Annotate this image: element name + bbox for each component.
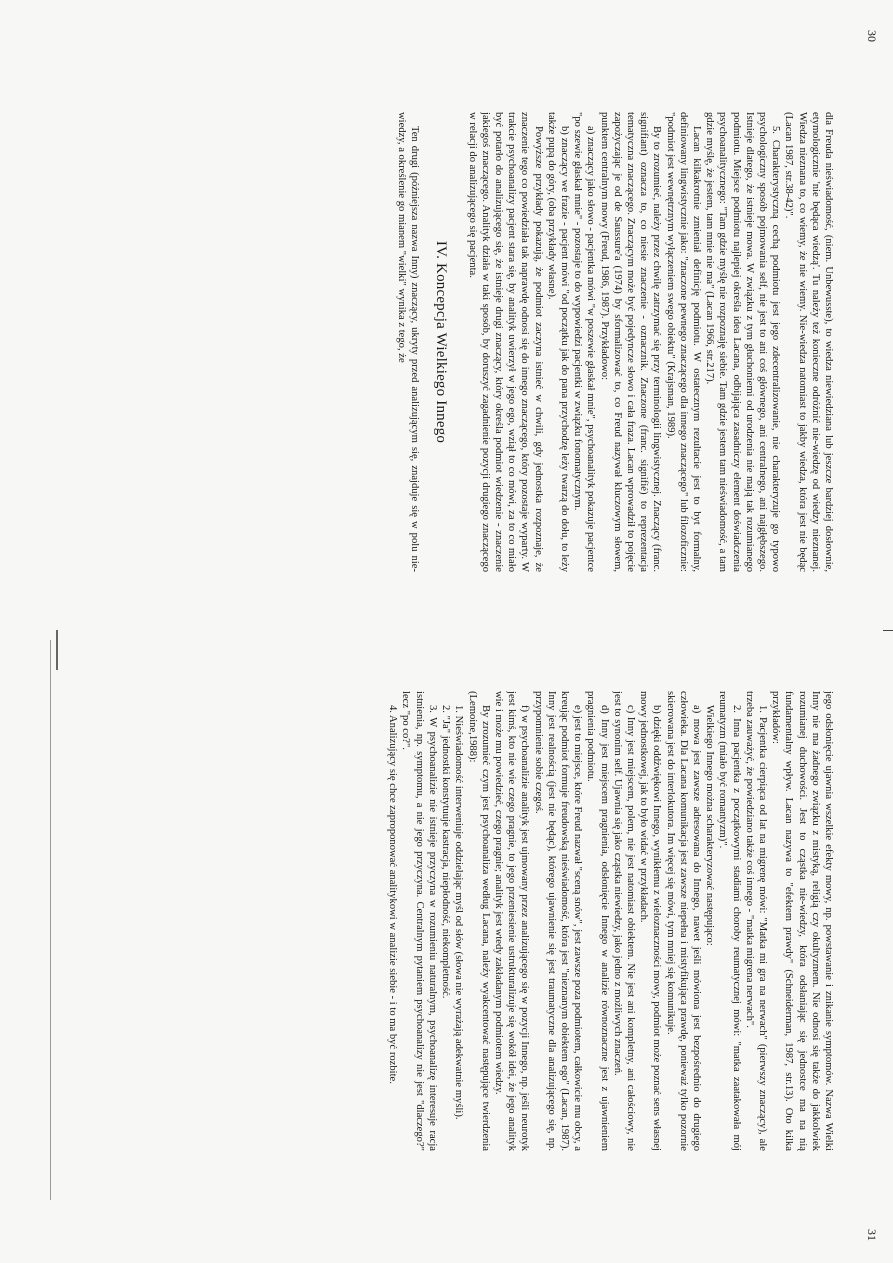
page-number-left: 30 — [865, 30, 879, 42]
paragraph: 1. Pacjentka cierpiąca od lat na migrenę mówi: "Matka mi gra na nerwach" (pierwszy znaczący), ale trzeba zauważyć, że powiedziano także coś innego - "matka migrena nerwach". — [743, 691, 768, 1151]
right-text-column — [105, 691, 835, 1151]
gutter-mark — [56, 630, 58, 670]
paragraph: a) znaczący jako słowo - pacjentka mówi "w poszewie głaskał mnie", psychoanalityk pokazuje pacjentce "po szewie głaskał mnie" - pozostaje to do wypowiedzi pacjentki w związku fonomatycznym. — [572, 112, 597, 572]
paragraph: 5. Charakterystyczną cechą podmiotu jest jego zdecentralizowanie, nie charakteryzuje go typowo psychologiczny sposób pojmowania self, nie jest to ani coś głównego, ani centralnego, ani najgłębszego. Istnieje dlatego, że istnieje mowa. W związku z tym głuchoniemi od urodzenia nie mają tak rozumianego podmiotu. Miejsce podmiotu najlepiej określa idea Lacana, odbijająca zasadniczy element doświadczenia psychoanalitycznego: "Tam gdzie myślę nie rozpoznaję siebie. Tam gdzie jestem tam nieświadomość, a tam gdzie myślę, że jestem, tam mnie nie ma" (Lacan 1966, str.217). — [704, 112, 782, 572]
paragraph: b) dzięki oddźwiękowi Innego, wynikłemu z wieloznaczności mowy, podmiot może poznać sens własnej mowy jednostkowej, jak to było widać w przykładach. — [638, 691, 663, 1151]
right-page — [0, 631, 893, 1263]
paragraph: b) znaczący we frazie - pacjent mówi "od początku jak do pana przychodzę leży twarzą do dołu, to leży także pupą do góry, (oba przykłady własne). — [545, 112, 570, 572]
left-text-column — [105, 112, 835, 572]
gutter-tick — [883, 630, 893, 631]
paragraph: 3. W psychoanalizie nie istnieje przyczyna w rozumieniu naturalnym, psychoanalizę interesuje racja istnienia, np. symptomu, a nie jego przyczyna. Centralnym pytaniem psychoanalizy nie jest "dlaczego?" lecz "po co?". — [400, 691, 438, 1151]
paragraph: Powyższe przykłady pokazują, że podmiot zaczyna istnieć w chwili, gdy jednostka rozpoznaje, że znaczenie tego co powiedziała tak naprawdę odnosi się do innego znaczącego, który pozostaje wyparty. W trakcie psychoanalizy pacjent stara się, by analityk uwierzył w jego ego, wziął to co mówi, za to co miało być potarło do analizującego się, że istnieje drugi znaczący, który określa podmiot wiedzenie - znaczenie jakiegoś znaczącego. Analityk działa w taki sposób, by doruszyć zagadnienie pozycji drugiego znaczącego w relacji do analizującego się pacjenta. — [466, 112, 544, 572]
section-heading: IV. Koncepcja Wielkiego Innego — [433, 240, 450, 444]
paragraph: Wielkiego Innego można scharakteryzować następująco: — [704, 705, 716, 946]
paragraph: 2. "Ja" jednostki konstytuuje kastracja, niepłodność, niekompletność. — [440, 705, 452, 999]
paragraph: Lacan kilkakrotnie zmieniał definicję podmiotu. W ostatecznym rezultacie jest to byt formalny, definiowany lingwistycznie jako: "znaczone pewnego znaczącego dla innego znaczącego" lub filozoficznie: "podmiot jest wewnętrznym wyłączeniem swego obiektu" (Krajsman, 1989). — [664, 112, 702, 572]
left-page — [0, 0, 893, 631]
paragraph: Ten drugi (późniejsza nazwa Inny) znaczący, ukryty przed analizującym się, znajduje się w polu nie-wiedzy, a określenie go mianem "wielki" wynika z tego, że — [396, 112, 421, 572]
paragraph: f) w psychoanalizie analityk jest ujmowany przez analizującego się w pozycji Innego, np. jeśli neurotyk jest kimś, kto nie wie czego pragnie, to jego przeniesienie ustrukturalizuje się wokół idei, że jego analityk wie i może mu powiedzieć, czego pragnie; analityk jest wtedy zakładanym podmiotem wiedzy. — [492, 691, 531, 1151]
paragraph: By zrozumieć czym jest psychoanaliza według Lacana, należy wyakcentować następujące twierdzenia (Lemoine,1988): — [466, 691, 491, 1151]
paragraph: By to zrozumieć, należy przez chwilę zatrzymać się przy terminologii lingwistycznej. Znaczący (franc. signifiant) oznacza to, co niesie znaczenie - oznacznik. Znaczone (franc. signifié) to reprezentacja tematyczna znaczącego. Znaczącym może być pojedyncze słowo i cała fraza. Lacan wprowadził to pojęcie zapożyczając je od de Saussure'a (1974) by sformalizować to, co Freud nazywał kluczowym słowem, punktem centralnym mowy (Freud, 1986, 1987). Przykładowo: — [598, 112, 663, 572]
paragraph: 1. Nieświadomość interweniuje oddzielając myśl od słów (słowa nie wyrażają adekwatnie myśli). — [453, 705, 465, 1120]
paragraph: dla Freuda nieświadomość, (niem. Unbewusste), to wiedza niewiedziana lub jeszcze bardziej dosłownie, etymologicznie 'nie będąca wiedzą'. Tu należy też konieczne odróżnić nie-wiedzę od wiedzy nieznanej. Wiedza nieznana to, co wiemy, że nie wiemy. Nie-wiedza natomiast to jakby wiedza, która jest nie będąc (Lacan 1987, str.38-42)". — [783, 112, 834, 572]
paragraph: 4. Analizujący się chce zaproponować analitykowi w analizie siebie - i to ma być rozbite. — [387, 705, 399, 1084]
paragraph: e) jest to miejsce, które Freud nazwał "sceną snów", jest zawsze poza podmiotem, całkowicie mu obcy, a kreując podmiot formuje freudowską nieświadomość, która jest "nieznanym obiektem ego" (Lacan, 1987). Inny jest realnością (jest nie będąc), którego ujawnienie się jest traumatyczne dla analizującego się, np. przypomnienie sobie czegoś. — [532, 691, 584, 1151]
page-number-right: 31 — [865, 1229, 879, 1241]
paragraph: jego odsłonięcie ujawnia wszelkie efekty mowy, np. powstawanie i znikanie symptomów. Nazwa Wielki Inny nie ma żadnego związku z mistyką, religią czy okultyzmem. Nie odnosi się także do jakkolwiek rozumianej duchowości. Jest to cząstka nie-wiedzy, która odsłaniając się jednostce ma na nią fundamentalny wpływ. Lacan nazywa to "efektem prawdy" (Schneiderman, 1987, str.13). Oto kilka przykładów: — [770, 691, 834, 1151]
paragraph: 2. Inna pacjentka z początkowymi stadiami choroby reumatycznej mówi: "matka zaatakowała mój reumatyzm (miało być romantyzm)". — [717, 691, 742, 1151]
paragraph: c) Inny jest miejscem, polem, nie jest natomiast obiektem. Nie jest ani kompletny, ani całościowy, nie jest to synonim self. Ujawnia się jako cząstka niewiedzy, jako jedno z możliwych znaczeń. — [611, 691, 636, 1151]
paragraph: a) mowa jest zawsze adresowana do Innego, nawet jeśli mówiona jest bezpośrednio do drugiego człowieka. Dla Lacana komunikacja jest zawsze niepełna i mistyfikująca prawdę, ponieważ tylko pozornie skierowana jest do interlokutora. Im więcej się mówi, tym mniej się komunikuje. — [664, 691, 702, 1151]
scan-edge-line — [50, 640, 51, 1200]
paragraph: d) Inny jest miejscem pragnienia, odsłonięcie Innego w analizie równoznaczne jest z ujawnieniem pragnienia podmiotu. — [585, 691, 610, 1151]
